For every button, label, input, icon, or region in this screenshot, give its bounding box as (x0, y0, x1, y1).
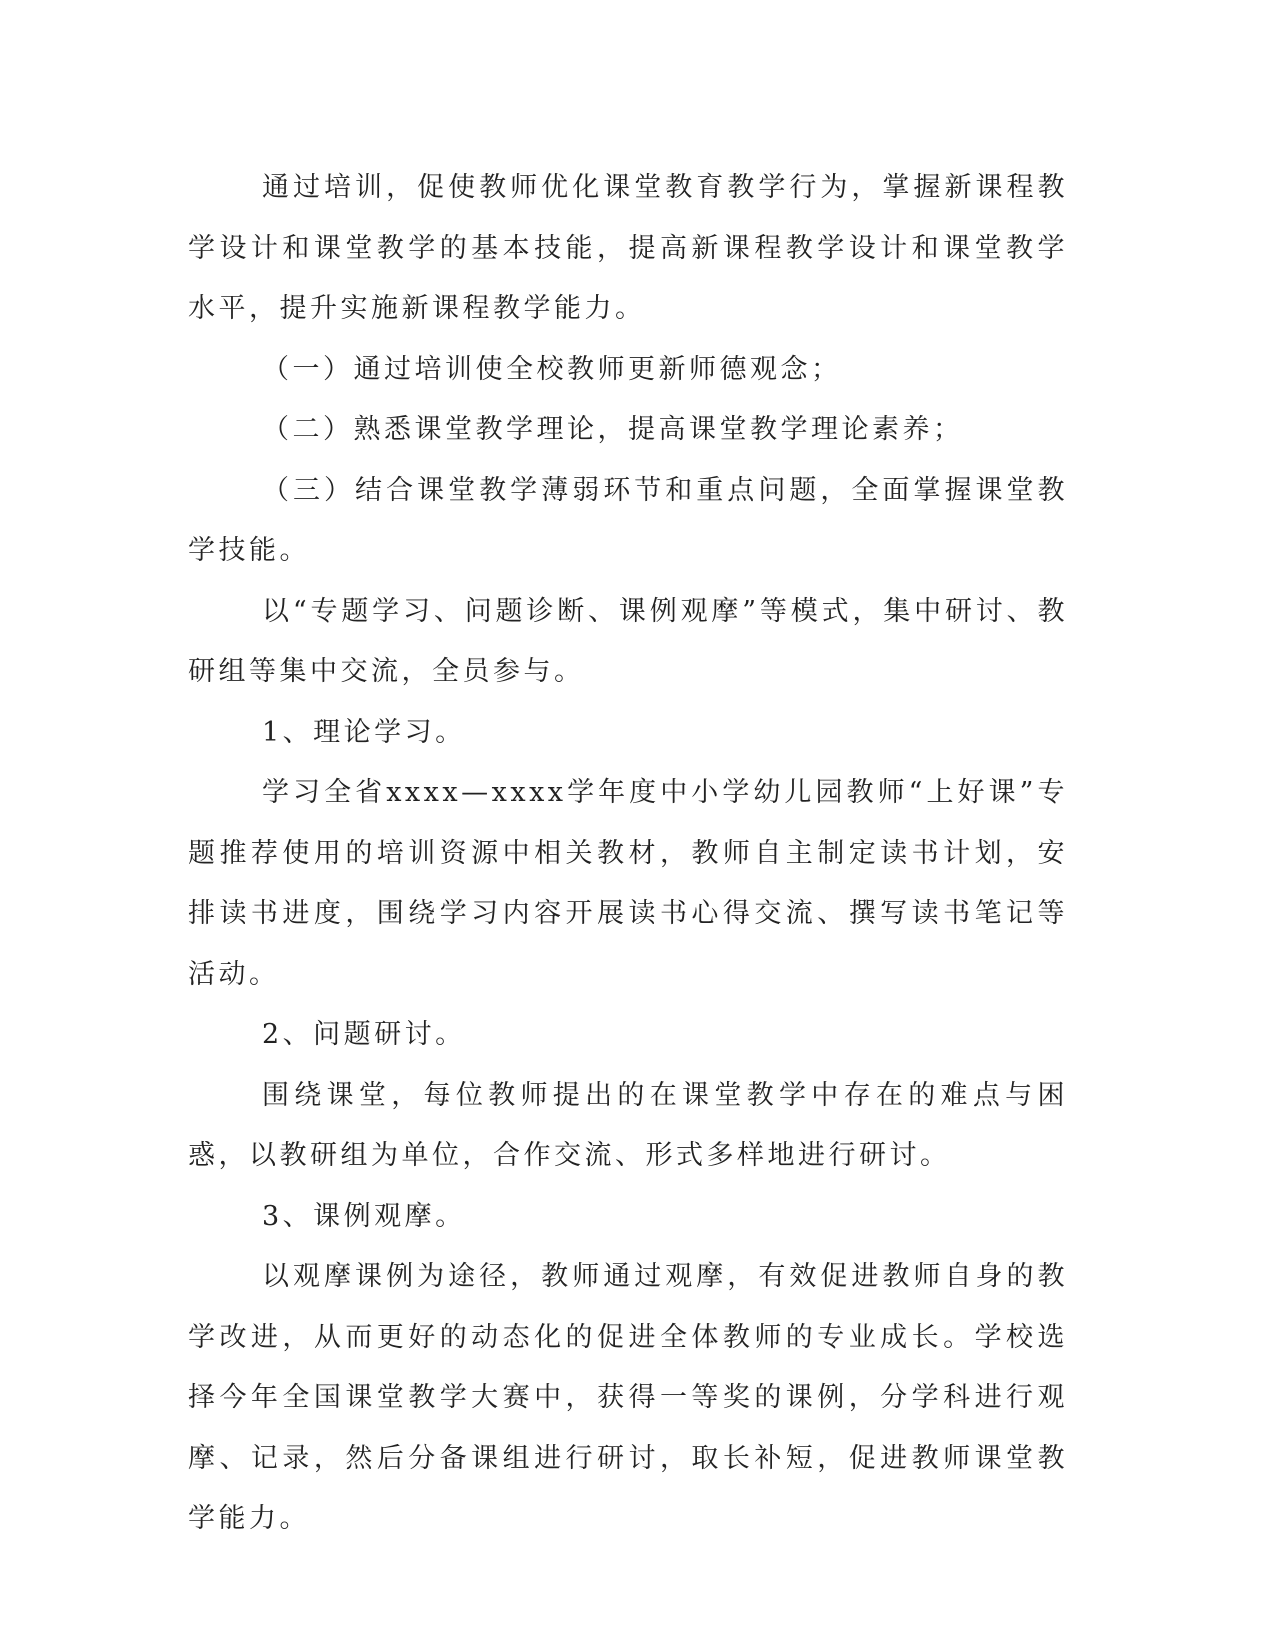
heading-theory-study: 1、理论学习。 (262, 716, 466, 748)
paragraph-theory-study: 学习全省xxxx—xxxx学年度中小学幼儿园教师“上好课”专题推荐使用的培训资源中相关教材，教师自主制定读书计划，安排读书进度，围绕学习内容开展读书心得交流、撰写读书笔记等活动。 (188, 777, 1068, 990)
heading-problem-discussion: 2、问题研讨。 (262, 1019, 466, 1050)
paragraph-item-two: （二）熟悉课堂教学理论，提高课堂教学理论素养； (262, 414, 964, 445)
paragraph-item-one: （一）通过培训使全校教师更新师德观念； (262, 353, 842, 385)
paragraph-training-goal: 通过培训，促使教师优化课堂教育教学行为，掌握新课程教学设计和课堂教学的基本技能，提高新课程教学设计和课堂教学水平，提升实施新课程教学能力。 (188, 172, 1068, 324)
paragraph-training-mode: 以“专题学习、问题诊断、课例观摩”等模式，集中研讨、教研组等集中交流，全员参与。 (188, 595, 1068, 687)
paragraph-problem-discussion: 围绕课堂，每位教师提出的在课堂教学中存在的难点与困惑，以教研组为单位，合作交流、形式多样地进行研讨。 (188, 1079, 1068, 1171)
paragraph-item-three: （三）结合课堂教学薄弱环节和重点问题，全面掌握课堂教学技能。 (188, 474, 1068, 566)
heading-case-observation: 3、课例观摩。 (262, 1200, 466, 1232)
paragraph-case-observation: 以观摩课例为途径，教师通过观摩，有效促进教师自身的教学改进，从而更好的动态化的促进全体教师的专业成长。学校选择今年全国课堂教学大赛中，获得一等奖的课例，分学科进行观摩、记录，然后分备课组进行研讨，取长补短，促进教师课堂教学能力。 (188, 1261, 1068, 1534)
document-body (188, 158, 1068, 1550)
